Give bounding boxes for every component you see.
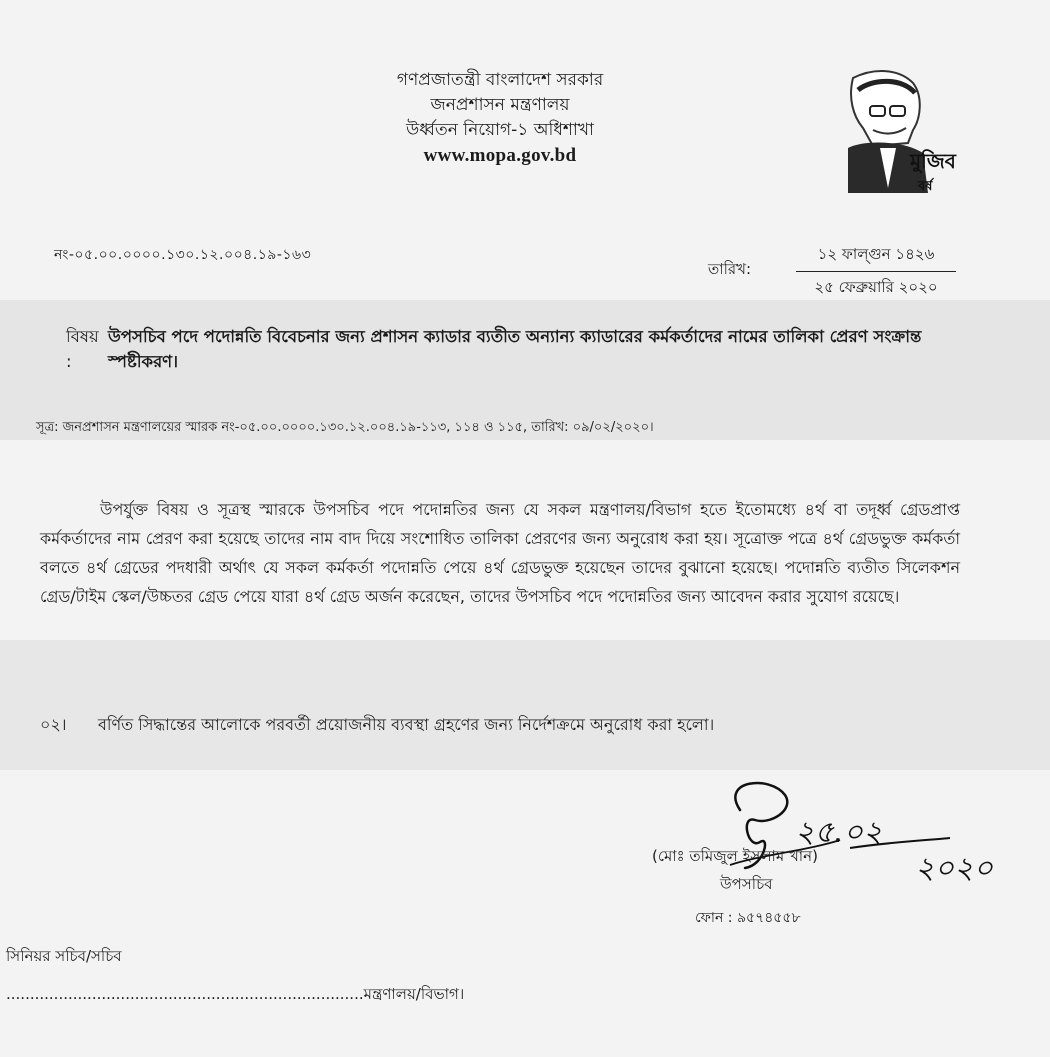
date-label: তারিখ:: [708, 260, 752, 278]
subject-label: বিষয় :: [66, 327, 99, 371]
recipient-ministry: মন্ত্রণালয়/বিভাগ।: [363, 985, 465, 1003]
subject-text: উপসচিব পদে পদোন্নতি বিবেচনার জন্য প্রশাসন ক্যাডার ব্যতীত অন্যান্য ক্যাডারের কর্মকর্তাদের নামের তালিকা প্রেরণ সংক্রান্ত স্পষ্টীকরণ।: [108, 327, 922, 371]
section-name: উর্ধ্বতন নিয়োগ-১ অধিশাখা: [406, 120, 594, 140]
signatory-phone: ফোন : ৯৫৭৪৫৫৮: [695, 910, 801, 926]
recipient-line-2: [6, 983, 464, 1008]
signatory-name: (মোঃ তমিজুল ইসলাম খান): [652, 847, 818, 865]
ministry-name: জনপ্রশাসন মন্ত্রণালয়: [430, 95, 570, 115]
signature-year: ২০২০: [915, 851, 994, 886]
website: www.mopa.gov.bd: [423, 145, 577, 166]
body-paragraph: উপর্যুক্ত বিষয় ও সূত্রস্থ স্মারকে উপসচিব পদে পদোন্নতির জন্য যে সকল মন্ত্রণালয়/বিভাগ হতে ইতোমধ্যে ৪র্থ বা তদূর্ধ্ব গ্রেডপ্রাপ্ত কর্মকর্তাদের নাম প্রেরণ করা হয়েছে তাদের নাম বাদ দিয়ে সংশোধিত তালিকা প্রেরণের জন্য অনুরোধ করা হয়। সূত্রোক্ত পত্রে ৪র্থ গ্রেডভুক্ত কর্মকর্তা বলতে ৪র্থ গ্রেডের পদধারী অর্থাৎ যে সকল কর্মকর্তা পদোন্নতি পেয়ে ৪র্থ গ্রেডভুক্ত হয়েছেন তাদের বুঝানো হয়েছে। পদোন্নতি ব্যতীত সিলেকশন গ্রেড/টাইম স্কেল/উচ্চতর গ্রেড পেয়ে যারা ৪র্থ গ্রেড অর্জন করেছেন, তাদের উপসচিব পদে পদোন্নতির জন্য আবেদন করার সুযোগ রয়েছে।: [40, 500, 960, 606]
reference-line: সূত্র: জনপ্রশাসন মন্ত্রণালয়ের স্মারক নং-০৫.০০.০০০০.১৩০.১২.০০৪.১৯-১১৩, ১১৪ ও ১১৫, তারিখ: ০৯/০২/২০২০।: [36, 420, 654, 435]
logo-text: মুজিব: [910, 149, 956, 173]
govt-name: গণপ্রজাতন্ত্রী বাংলাদেশ সরকার: [396, 70, 604, 90]
subject: [66, 324, 966, 374]
logo-text: বর্ষ: [918, 179, 933, 194]
paragraph-number: ০২।: [40, 715, 67, 734]
paragraph-2: [40, 712, 960, 739]
scan-shading: [0, 640, 1050, 770]
signatory-designation: উপসচিব: [720, 875, 773, 893]
date-block: [796, 243, 956, 301]
date-bangla: ১২ ফাল্গুন ১৪২৬: [796, 243, 956, 272]
letterhead: [320, 68, 680, 168]
recipient-dots: ...........................................................................: [6, 985, 364, 1003]
signature-date: ২৫.০২: [795, 815, 883, 850]
mujib-borsho-logo: [818, 68, 968, 198]
recipient-line-1: সিনিয়র সচিব/সচিব: [6, 947, 122, 965]
date-gregorian: ২৫ ফেব্রুয়ারি ২০২০: [814, 278, 938, 296]
memo-number: নং-০৫.০০.০০০০.১৩০.১২.০০৪.১৯-১৬৩: [54, 247, 312, 263]
paragraph-text: বর্ণিত সিদ্ধান্তের আলোকে পরবর্তী প্রয়োজনীয় ব্যবস্থা গ্রহণের জন্য নির্দেশক্রমে অনুরোধ করা হলো।: [98, 715, 715, 734]
